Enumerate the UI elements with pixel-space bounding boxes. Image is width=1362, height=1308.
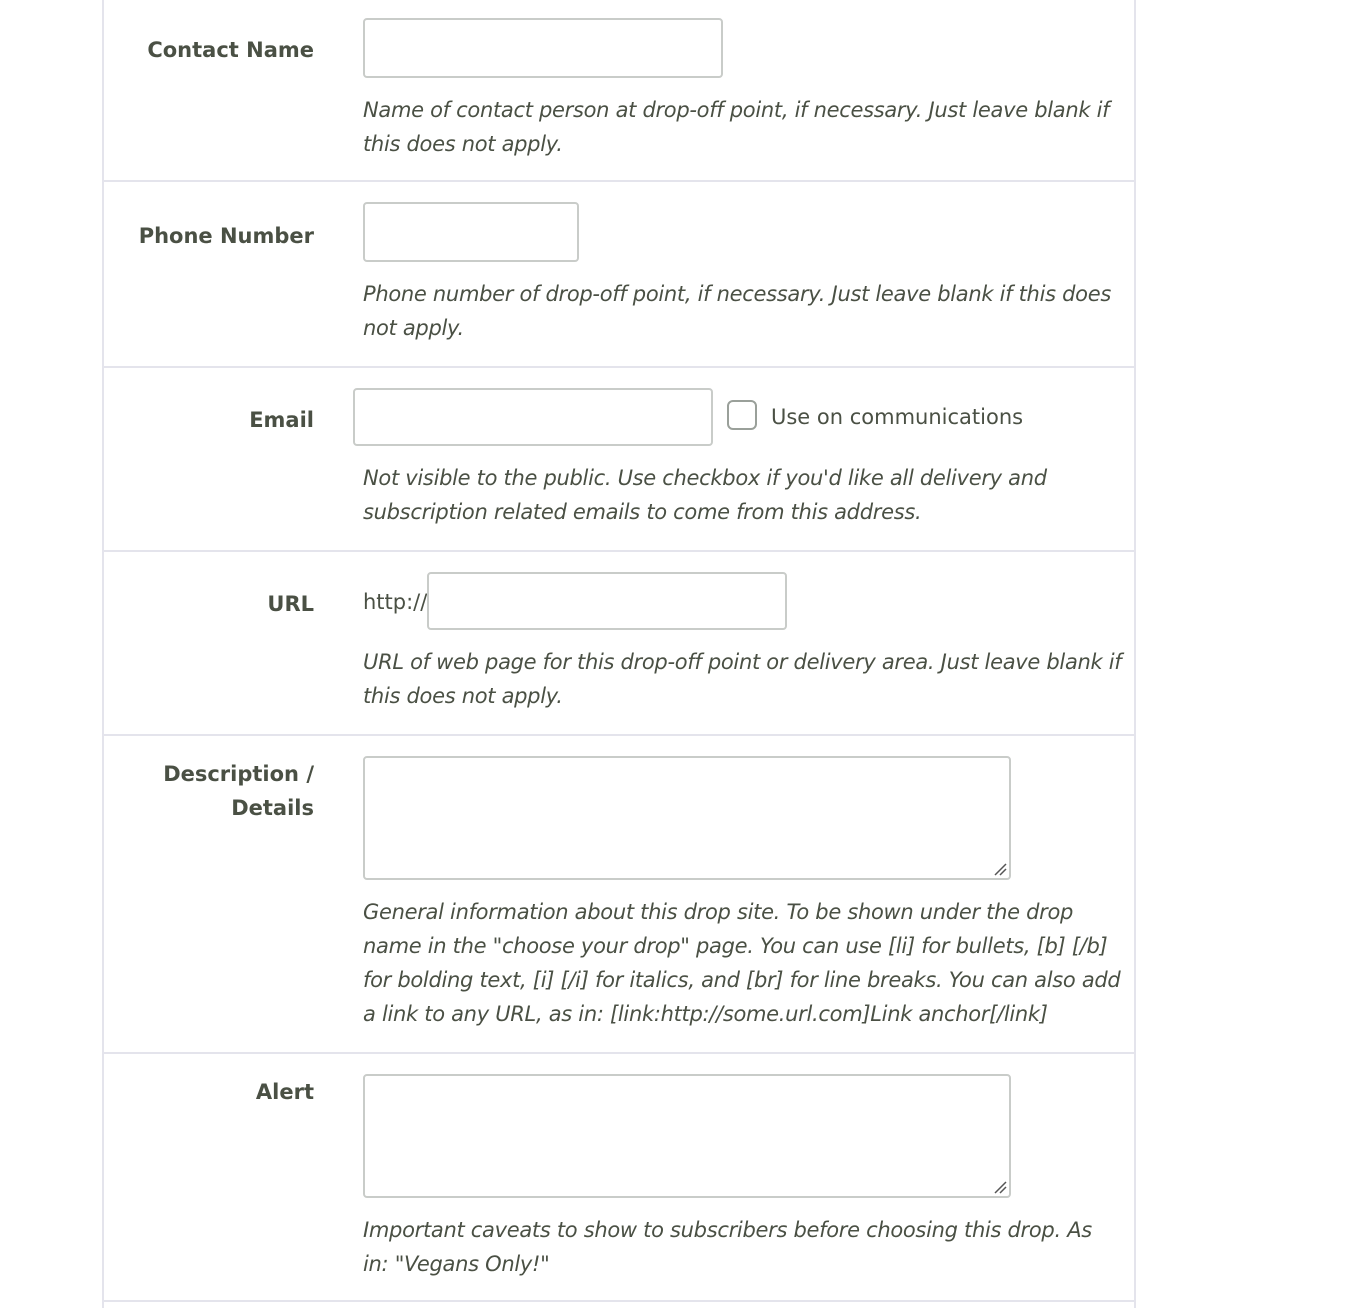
description-row <box>104 736 1134 1054</box>
contact-name-input[interactable] <box>363 18 723 78</box>
email-help: Not visible to the public. Use checkbox if you'd like all delivery and subscription related emails to come from this address. <box>363 466 1047 524</box>
phone-number-input[interactable] <box>363 202 579 262</box>
email-row <box>104 368 1134 552</box>
phone-number-help: Phone number of drop-off point, if necessary. Just leave blank if this does not apply. <box>363 282 1111 340</box>
email-label: Email <box>249 408 314 432</box>
contact-name-row <box>104 0 1134 182</box>
phone-number-row <box>104 182 1134 368</box>
url-label: URL <box>267 592 314 616</box>
contact-name-help: Name of contact person at drop-off point, if necessary. Just leave blank if this does not apply. <box>363 98 1110 156</box>
alert-textarea[interactable] <box>363 1074 1011 1198</box>
form-panel <box>102 0 1136 1308</box>
resize-grip-icon[interactable] <box>993 1180 1007 1194</box>
contact-name-label: Contact Name <box>147 38 314 62</box>
description-label: Description / Details <box>163 762 314 820</box>
use-on-communications-checkbox[interactable] <box>727 400 757 430</box>
alert-help: Important caveats to show to subscribers before choosing this drop. As in: "Vegans Only!" <box>363 1218 1092 1276</box>
description-help: General information about this drop site. To be shown under the drop name in the "choose your drop" page. You can use [li] for bullets, [b] [/b] for bolding text, [i] [/i] for italics, and [br] for line breaks. You can also add a link to any URL, as in: [link:http://some.url.com]Link anchor[/link] <box>363 900 1121 1026</box>
alert-label: Alert <box>255 1080 314 1104</box>
phone-number-label: Phone Number <box>138 224 314 248</box>
alert-row <box>104 1054 1134 1302</box>
url-row <box>104 552 1134 736</box>
url-input[interactable] <box>427 572 787 630</box>
description-textarea[interactable] <box>363 756 1011 880</box>
url-help: URL of web page for this drop-off point or delivery area. Just leave blank if this does not apply. <box>363 650 1122 708</box>
url-prefix: http:// <box>363 590 428 614</box>
email-input[interactable] <box>353 388 713 446</box>
use-on-communications-label: Use on communications <box>771 405 1024 429</box>
resize-grip-icon[interactable] <box>993 862 1007 876</box>
